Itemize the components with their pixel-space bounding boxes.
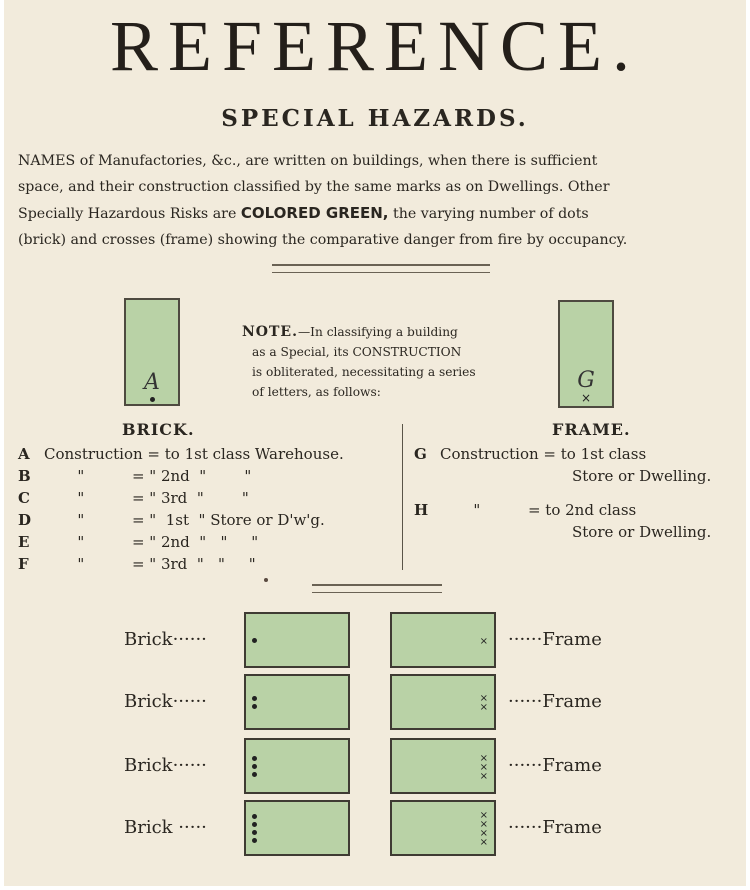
note-line-4: of letters, as follows: (252, 385, 381, 399)
brick-dot-icon (252, 830, 257, 835)
brick-row-e: E " = " 2nd " " " (18, 533, 259, 551)
legend-brick-box (244, 800, 350, 856)
frame-cross-icon: × (580, 391, 592, 405)
frame-row-h-cont: Store or Dwelling. (572, 523, 712, 541)
page-subtitle: SPECIAL HAZARDS. (221, 105, 529, 132)
frame-row-g: G Construction = to 1st class (414, 445, 647, 463)
intro-line-3 (18, 200, 738, 227)
ornament-dot (264, 578, 268, 582)
frame-cross-icon: × (479, 770, 488, 782)
legend-frame-box (390, 612, 496, 668)
brick-dot-icon (252, 838, 257, 843)
brick-special-swatch (124, 298, 180, 406)
brick-row-a: A Construction = to 1st class Warehouse. (18, 445, 344, 463)
frame-cross-icon: × (479, 702, 488, 713)
swatch-letter-a: A (144, 370, 160, 395)
frame-cross-icon: × (479, 693, 488, 704)
frame-cross-icon: × (479, 752, 488, 764)
swatch-letter-g: G (577, 368, 595, 393)
note-block (242, 322, 532, 402)
page-title: REFERENCE. (109, 6, 641, 86)
brick-row-c: C " = " 3rd " " (18, 489, 249, 507)
intro-line-4: (brick) and crosses (frame) showing the comparative danger from fire by occupancy. (18, 232, 628, 248)
brick-row-b: B " = " 2nd " " (18, 467, 252, 485)
legend-brick-box (244, 738, 350, 794)
colored-green-text: COLORED GREEN, (240, 204, 389, 222)
frame-row-g-cont: Store or Dwelling. (572, 467, 712, 485)
frame-cross-icon: × (479, 761, 488, 773)
intro-line-2: space, and their construction classified by the same marks as on Dwellings. Other (18, 179, 610, 195)
legend-frame-box (390, 800, 496, 856)
brick-dot-icon (252, 764, 257, 769)
divider-rule-top (272, 264, 490, 273)
frame-cross-icon: × (479, 819, 488, 830)
brick-row-d: D " = " 1st " Store or D'w'g. (18, 511, 325, 529)
brick-dot-icon (252, 696, 257, 701)
intro-paragraph (18, 148, 738, 253)
legend-brick-label: Brick······ (124, 755, 207, 776)
column-divider (402, 424, 403, 570)
brick-dot-icon (252, 814, 257, 819)
note-line-1: —In classifying a building (297, 325, 458, 339)
intro-line-1: NAMES of Manufactories, &c., are written on buildings, when there is sufficient (18, 153, 598, 169)
legend-frame-label: ······Frame (508, 691, 602, 712)
legend-frame-box (390, 674, 496, 730)
intro-line-3-post: the varying number of dots (388, 206, 589, 222)
legend-brick-box (244, 674, 350, 730)
frame-cross-icon: × (479, 810, 488, 821)
note-line-3: is obliterated, necessitating a series (252, 365, 476, 379)
legend-frame-label: ······Frame (508, 629, 602, 650)
note-line-2: as a Special, its CONSTRUCTION (252, 345, 462, 359)
frame-cross-icon: × (479, 837, 488, 848)
legend-frame-box (390, 738, 496, 794)
frame-heading: FRAME. (552, 420, 631, 439)
note-heading: NOTE. (242, 324, 298, 340)
brick-dot-icon (150, 397, 155, 402)
frame-cross-icon: × (479, 828, 488, 839)
brick-dot-icon (252, 704, 257, 709)
legend-frame-label: ······Frame (508, 817, 602, 838)
frame-rows (414, 443, 711, 543)
divider-rule-bottom (312, 584, 442, 593)
brick-row-f: F " = " 3rd " " " (18, 555, 256, 573)
brick-rows (18, 443, 344, 575)
brick-dot-icon (252, 822, 257, 827)
intro-line-3-pre: Specially Hazardous Risks are (18, 206, 241, 222)
frame-row-h: H " = to 2nd class (414, 501, 637, 519)
frame-cross-icon: × (479, 635, 488, 647)
legend-frame-label: ······Frame (508, 755, 602, 776)
legend-brick-label: Brick ····· (124, 817, 207, 838)
legend-brick-label: Brick······ (124, 629, 207, 650)
brick-heading: BRICK. (122, 420, 195, 439)
reference-page (4, 0, 746, 886)
legend-brick-box (244, 612, 350, 668)
legend-brick-label: Brick······ (124, 691, 207, 712)
brick-dot-icon (252, 756, 257, 761)
frame-special-swatch (558, 300, 614, 408)
brick-dot-icon (252, 638, 257, 643)
brick-dot-icon (252, 772, 257, 777)
